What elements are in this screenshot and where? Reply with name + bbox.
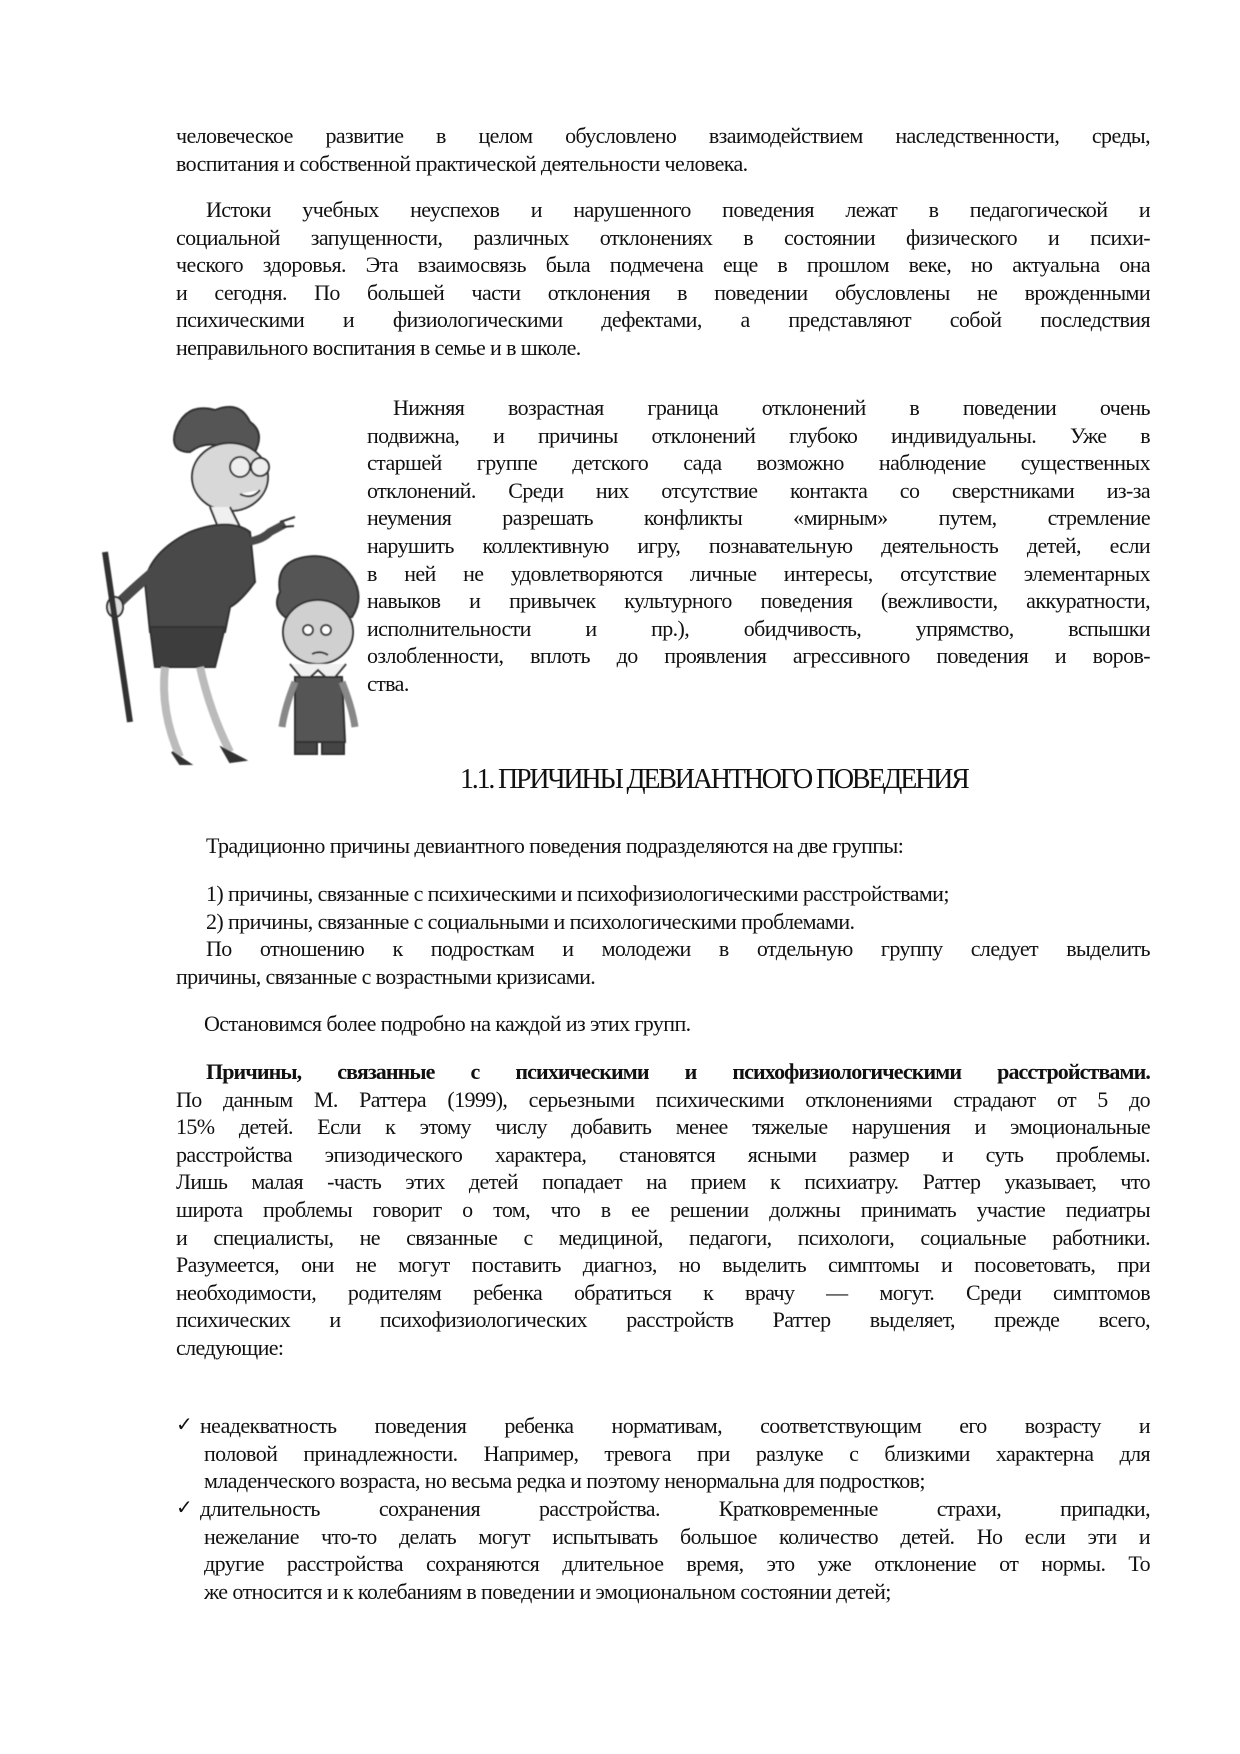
text-line: Разумеется, они не могут поставить диагноз, но выделить симптомы и посоветовать, при xyxy=(176,1252,1150,1278)
intro-paragraph xyxy=(176,122,1150,177)
text-line: неумения разрешать конфликты «мирным» путем, стремление xyxy=(367,505,1150,531)
text-line: и специалисты, не связанные с медициной, педагоги, психологи, социальные работники. xyxy=(176,1224,1150,1250)
text-line: человеческое развитие в целом обусловлено взаимодействием наследственности, среды, xyxy=(176,123,1150,148)
list-item: 1) причины, связанные с психическими и психофизиологическими расстройствами; xyxy=(206,881,949,906)
text-line: широта проблемы говорит о том, что в ее решении должны принимать участие педиатры xyxy=(176,1196,1150,1222)
symptom-bullet xyxy=(176,1412,1150,1495)
text-line: социальной запущенности, различных отклонениях в состоянии физического и психи- xyxy=(176,224,1150,250)
groups-list xyxy=(206,880,1150,935)
origins-paragraph xyxy=(176,196,1150,362)
text-line: половой принадлежности. Например, тревога при разлуке с близкими характерна для xyxy=(204,1440,1150,1466)
text-line: в ней не удовлетворяются личные интересы, отсутствие элементарных xyxy=(367,560,1150,586)
text-line: ства. xyxy=(367,670,409,696)
text-line: старшей группе детского сада возможно наблюдение существенных xyxy=(367,450,1150,476)
text-line: воспитания и собственной практической деятельности человека. xyxy=(176,150,748,176)
text-line: нежелание что-то делать могут испытывать большое количество детей. Но если эти и xyxy=(204,1523,1150,1549)
text-line: Нижняя возрастная граница отклонений в поведении очень xyxy=(393,395,1150,420)
text-line: ческого здоровья. Эта взаимосвязь была подмечена еще в прошлом веке, но актуальна она xyxy=(176,252,1150,278)
text-line: другие расстройства сохраняются длительное время, это уже отклонение от нормы. То xyxy=(204,1551,1150,1577)
list-item: 2) причины, связанные с социальными и психологическими проблемами. xyxy=(206,908,855,934)
text-line: психических и психофизиологических расстройств Раттер выделяет, прежде всего, xyxy=(176,1307,1150,1333)
checkmark-icon: ✓ xyxy=(176,1414,193,1436)
bold-subheading: Причины, связанные с психическими и психофизиологическими расстройствами. xyxy=(206,1059,1150,1084)
text-line: По отношению к подросткам и молодежи в отдельную группу следует выделить xyxy=(206,936,1150,961)
teacher-and-boy-illustration xyxy=(90,392,370,772)
text-line: озлобленности, вплоть до проявления агрессивного поведения и воров- xyxy=(367,643,1150,669)
section-heading: 1.1. ПРИЧИНЫ ДЕВИАНТНОГО ПОВЕДЕНИЯ xyxy=(460,764,968,795)
text-line: 15% детей. Если к этому числу добавить менее тяжелые нарушения и эмоциональные xyxy=(176,1114,1150,1140)
text-line: психическими и физиологическими дефектами, а представляют собой последствия xyxy=(176,307,1150,333)
text-line: По данным М. Раттера (1999), серьезными психическими отклонениями страдают от 5 до xyxy=(176,1086,1150,1112)
text-line: отклонений. Среди них отсутствие контакта со сверстниками из-за xyxy=(367,477,1150,503)
text-line: Традиционно причины девиантного поведения подразделяются на две группы: xyxy=(206,833,904,858)
text-line: Лишь малая -часть этих детей попадает на прием к психиатру. Раттер указывает, что xyxy=(176,1169,1150,1195)
text-line: расстройства эпизодического характера, становятся ясными размер и суть проблемы. xyxy=(176,1141,1150,1167)
symptom-bullet xyxy=(176,1495,1150,1605)
checkmark-icon: ✓ xyxy=(176,1497,193,1519)
detail-intro xyxy=(204,1010,1148,1038)
text-line: причины, связанные с возрастными кризисами. xyxy=(176,963,596,989)
text-line: неправильного воспитания в семье и в школе. xyxy=(176,334,581,360)
text-line: и сегодня. По большей части отклонения в поведении обусловлены не врожденными xyxy=(176,279,1150,305)
text-line: Остановимся более подробно на каждой из этих групп. xyxy=(204,1011,691,1036)
groups-intro xyxy=(206,832,1150,860)
cartoon-illustration-icon xyxy=(90,392,370,772)
text-line: Истоки учебных неуспехов и нарушенного поведения лежат в педагогической и xyxy=(206,197,1150,222)
age-boundary-paragraph xyxy=(367,394,1150,698)
youth-paragraph xyxy=(176,935,1150,990)
text-line: нарушить коллективную игру, познавательную деятельность детей, если xyxy=(367,532,1150,558)
text-line: младенческого возраста, но весьма редка и поэтому ненормальна для подростков; xyxy=(204,1468,925,1494)
text-line: навыков и привычек культурного поведения (вежливости, аккуратности, xyxy=(367,588,1150,614)
text-line: необходимости, родителям ребенка обратиться к врачу — могут. Среди симптомов xyxy=(176,1279,1150,1305)
text-line: длительность сохранения расстройства. Кратковременные страхи, припадки, xyxy=(200,1496,1150,1521)
text-line: подвижна, и причины отклонений глубоко индивидуальны. Уже в xyxy=(367,422,1150,448)
text-line: следующие: xyxy=(176,1334,284,1360)
text-line: неадекватность поведения ребенка нормативам, соответствующим его возрасту и xyxy=(200,1413,1150,1438)
mental-causes-paragraph xyxy=(176,1058,1150,1362)
text-line: же относится и к колебаниям в поведении и эмоциональном состоянии детей; xyxy=(204,1578,891,1604)
text-line: исполнительности и пр.), обидчивость, упрямство, вспышки xyxy=(367,615,1150,641)
